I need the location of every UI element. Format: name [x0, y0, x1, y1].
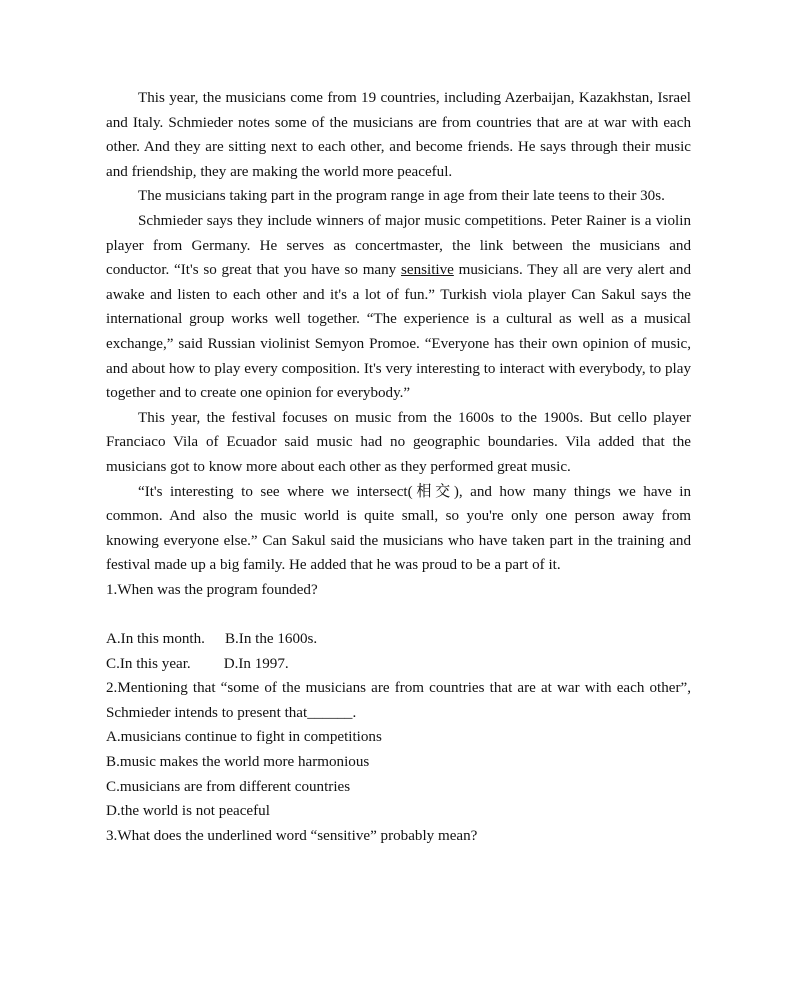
passage-paragraph-5: “It's interesting to see where we intersect(相交), and how many things we have in common. And also the music world is quite small, so you're only one person away from knowing everyone else.” Can Sakul said the musicians who have taken part in the training and festival made up a big family. He added that he was proud to be a part of it. — [106, 483, 691, 574]
question-1-options-row-2 — [106, 652, 691, 677]
question-1-option-a: A.In this month. — [106, 631, 205, 648]
question-2-option-d: D.the world is not peaceful — [106, 803, 270, 820]
paragraph-3-text-after: musicians. They all are very alert and awake and listen to each other and it's a lot of fun.” Turkish viola player Can Sakul says the international group works well together. “The experience is a cultural as well as a musical exchange,” said Russian violinist Semyon Promoe. “Everyone has their own opinion of music, and about how to play every composition. It's very interesting to interact with everybody, to play together and to create one opinion for everybody.” — [106, 262, 691, 402]
question-3-stem: 3.What does the underlined word “sensitive” probably mean? — [106, 827, 478, 844]
question-1-option-c: C.In this year. — [106, 655, 191, 672]
document-page — [106, 86, 691, 848]
passage-paragraph-2: The musicians taking part in the program range in age from their late teens to their 30s. — [138, 188, 665, 205]
question-2-option-b: B.music makes the world more harmonious — [106, 754, 370, 771]
question-2-option-c: C.musicians are from different countries — [106, 778, 351, 795]
blank-spacer — [106, 602, 691, 627]
passage-paragraph-1: This year, the musicians come from 19 countries, including Azerbaijan, Kazakhstan, Israel and Italy. Schmieder notes some of the musicians are from countries that are at war with each other. And they are sitting next to each other, and become friends. He says through their music and friendship, they are making the world more peaceful. — [106, 90, 691, 180]
passage-paragraph-3 — [106, 209, 691, 406]
question-2-stem: 2.Mentioning that “some of the musicians are from countries that are at war with each other”, Schmieder intends to present that______. — [106, 680, 691, 721]
question-2-option-a: A.musicians continue to fight in competitions — [106, 729, 382, 746]
question-1-stem: 1.When was the program founded? — [106, 581, 318, 598]
passage-paragraph-4: This year, the festival focuses on music from the 1600s to the 1900s. But cello player Franciaco Vila of Ecuador said music had no geographic boundaries. Vila added that the musicians got to know more about each other as they performed great music. — [106, 409, 691, 475]
question-1-option-b: B.In the 1600s. — [224, 631, 318, 648]
paragraph-3-text-before: Schmieder says they include winners of major music competitions. Peter Rainer is a violin player from Germany. He serves as concertmaster, the link between the musicians and conductor. “It's so great that you have so many — [106, 212, 691, 279]
question-1-option-d: D.In 1997. — [223, 655, 289, 672]
question-1-options-row-1 — [106, 627, 691, 652]
underlined-word-sensitive: sensitive — [401, 262, 454, 279]
